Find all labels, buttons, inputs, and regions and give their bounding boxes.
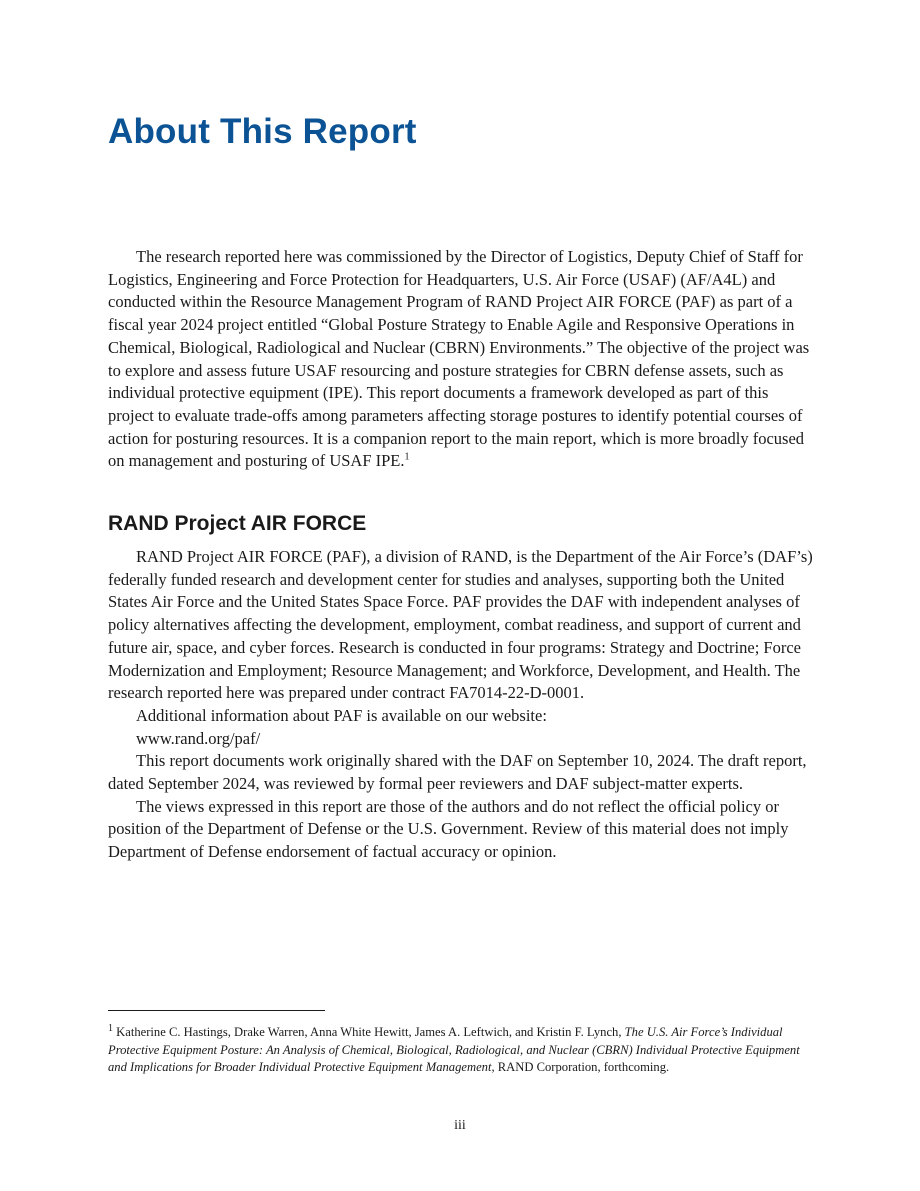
footnote bbox=[108, 1024, 816, 1077]
footnote-publisher: , RAND Corporation, forthcoming. bbox=[491, 1060, 670, 1074]
page-number: iii bbox=[454, 1118, 466, 1133]
intro-paragraph bbox=[108, 246, 813, 473]
paf-paragraph-website-intro: Additional information about PAF is available on our website: bbox=[136, 705, 547, 725]
footnote-number: 1 bbox=[108, 1022, 113, 1034]
rand-paf-section bbox=[108, 546, 813, 864]
paf-paragraph-disclaimer: The views expressed in this report are those of the authors and do not reflect the official policy or position of the Department of Defense or the U.S. Government. Review of this material does not imply Department of Defense endorsement of factual accuracy or opinion. bbox=[108, 796, 789, 862]
footnote-reference: 1 bbox=[404, 451, 410, 463]
paf-website-url: www.rand.org/paf/ bbox=[136, 728, 261, 748]
intro-section bbox=[108, 246, 813, 473]
paf-paragraph-description: RAND Project AIR FORCE (PAF), a division of RAND, is the Department of the Air Force’s (DAF’s) federally funded research and development center for studies and analyses, supporting both the United States Air Force and the United States Space Force. PAF provides the DAF with independent analyses of policy alternatives affecting the development, employment, combat readiness, and support of current and future air, space, and cyber forces. Research is conducted in four programs: Strategy and Doctrine; Force Modernization and Employment; Resource Management; and Workforce, Development, and Health. The research reported here was prepared under contract FA7014-22-D-0001. bbox=[108, 547, 813, 703]
footnote-divider bbox=[108, 1010, 325, 1011]
footnote-title: The U.S. Air Force’s Individual Protective Equipment Posture: An Analysis of Chemical, Biological, Radiological, and Nuclear (CBRN) Individual Protective Equipment and Implications for Broader Individual Protective Equipment Management bbox=[108, 1025, 800, 1074]
page-title: About This Report bbox=[108, 112, 417, 151]
paf-paragraph-review: This report documents work originally shared with the DAF on September 10, 2024. The draft report, dated September 2024, was reviewed by formal peer reviewers and DAF subject-matter experts. bbox=[108, 751, 807, 794]
intro-paragraph-text: The research reported here was commissioned by the Director of Logistics, Deputy Chief of Staff for Logistics, Engineering and Force Protection for Headquarters, U.S. Air Force (USAF) (AF/A4L) and conducted within the Resource Management Program of RAND Project AIR FORCE (PAF) as part of a fiscal year 2024 project entitled “Global Posture Strategy to Enable Agile and Responsive Operations in Chemical, Biological, Radiological and Nuclear (CBRN) Environments.” The objective of the project was to explore and assess future USAF resourcing and posture strategies for CBRN defense assets, such as individual protective equipment (IPE). This report documents a framework developed as part of this project to evaluate trade-offs among parameters affecting storage postures to identify potential courses of action for posturing resources. It is a companion report to the main report, which is more broadly focused on management and posturing of USAF IPE. bbox=[108, 247, 810, 471]
section-heading-rand-paf: RAND Project AIR FORCE bbox=[108, 512, 367, 535]
footnote-authors: Katherine C. Hastings, Drake Warren, Anna White Hewitt, James A. Leftwich, and Kristin F. Lynch, bbox=[116, 1025, 622, 1039]
